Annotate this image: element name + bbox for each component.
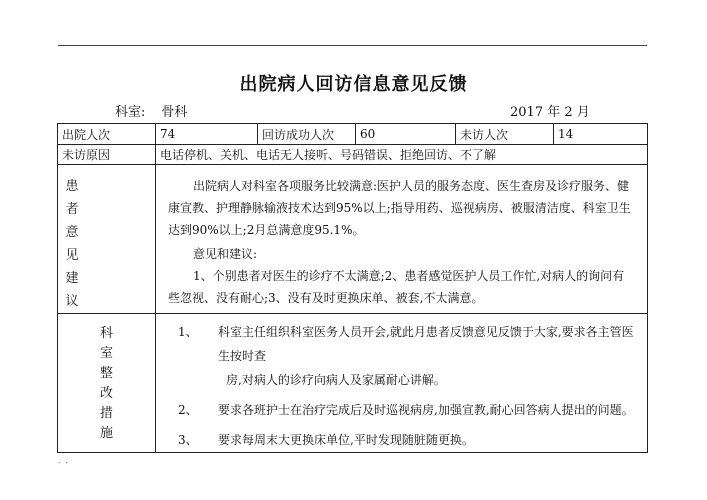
measure-text (218, 320, 635, 392)
measure-text: 要求每周末大更换床单位,平时发现随脏随更换。 (218, 433, 474, 447)
measures-label (62, 322, 151, 444)
opinions-subheading: 意见和建议: (193, 247, 258, 261)
feedback-table (57, 123, 648, 453)
measures-label-char: 施 (99, 426, 113, 441)
measure-line: 科室主任组织科室医务人员开会,就此月患者反馈意见反馈于大家,要求各主管医生按时查 (218, 325, 634, 363)
department-label: 科室: (115, 105, 146, 120)
page-title: 出院病人回访信息意见反馈 (239, 74, 468, 95)
discharged-value: 74 (156, 124, 258, 145)
opinions-label-char: 议 (65, 294, 79, 309)
page-mark: . (643, 37, 645, 44)
measures-label-char: 改 (99, 386, 113, 401)
success-label: 回访成功人次 (258, 124, 356, 145)
measure-text: 要求各班护士在治疗完成后及时巡视病房,加强宣教,耐心回答病人提出的问题。 (218, 403, 634, 417)
opinions-content-cell (156, 165, 648, 314)
measures-row (58, 314, 648, 453)
reasons-row (58, 145, 648, 165)
stats-row (58, 124, 648, 145)
department-line (115, 101, 187, 120)
measures-label-char: 整 (99, 366, 113, 381)
opinions-label-char: 意 (65, 225, 79, 240)
measure-number: 1、 (178, 325, 198, 339)
opinions-content (160, 169, 643, 309)
report-date: 2017 年 2 月 (510, 105, 590, 120)
measure-item (170, 398, 635, 422)
opinions-label (62, 165, 82, 313)
reasons-value: 电话停机、关机、电话无人接听、号码错误、拒绝回访、不了解 (156, 145, 648, 165)
measures-label-cell (58, 314, 156, 453)
measure-item (170, 428, 635, 452)
opinions-label-char: 者 (65, 202, 79, 217)
opinions-label-char: 建 (65, 271, 79, 286)
reasons-label: 未访原因 (58, 145, 156, 165)
measure-number: 3、 (178, 433, 198, 447)
missed-value: 14 (554, 124, 648, 145)
opinions-label-char: 患 (65, 179, 79, 194)
measure-line-continued: 房,对病人的诊疗向病人及家属耐心讲解。 (226, 373, 446, 387)
opinions-suggestions: 1、个别患者对医生的诊疗不太满意;2、患者感觉医护人员工作忙,对病人的询问有些忽视、没有耐心;3、没有及时更换床单、被套,不太满意。 (168, 269, 625, 305)
opinions-label-cell (58, 165, 156, 314)
discharged-label: 出院人次 (58, 124, 156, 145)
measures-label-char: 措 (99, 406, 113, 421)
opinions-row (58, 165, 648, 314)
measure-number: 2、 (178, 403, 198, 417)
measures-list (160, 314, 643, 452)
missed-label: 未访人次 (456, 124, 554, 145)
opinions-label-char: 见 (65, 248, 79, 263)
measure-item (170, 320, 635, 392)
measures-label-char: 室 (99, 346, 113, 361)
footer-marks: . . (58, 456, 69, 465)
success-value: 60 (356, 124, 456, 145)
department-value: 骨科 (161, 105, 188, 120)
measures-content-cell (156, 314, 648, 453)
measures-label-char: 科 (99, 326, 113, 341)
opinions-paragraph: 出院病人对科室各项服务比较满意:医护人员的服务态度、医生查房及诊疗服务、健康宣教、护理静脉输液技术达到95%以上;指导用药、巡视病房、被服清洁度、科室卫生达到90%以上;2月总满意度95.1%。 (168, 179, 631, 237)
top-rule (58, 45, 647, 46)
